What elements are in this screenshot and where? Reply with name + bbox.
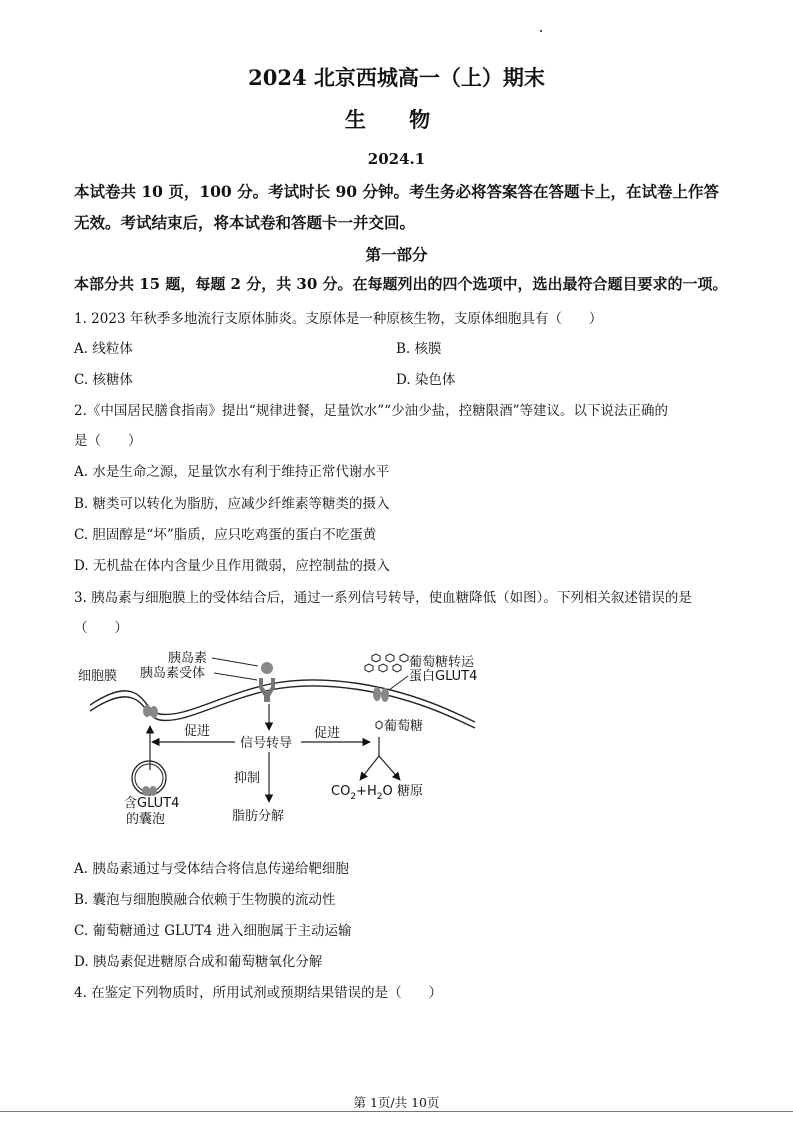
scan-dot — [540, 30, 542, 32]
glucose-label: 葡萄糖 — [384, 719, 424, 734]
insulin-molecule — [261, 662, 273, 674]
page-number: 第 1页/共 10页 — [353, 1095, 440, 1110]
question-2-stem-line-1: 2.《中国居民膳食指南》提出“规律进餐，足量饮水”“少油少盐，控糖限酒”等建议。以下说法正确的 — [74, 403, 668, 419]
question-1-option-d[interactable]: D. 染色体 — [396, 372, 456, 388]
question-2-option-d[interactable]: D. 无机盐在体内含量少且作用微弱，应控制盐的摄入 — [74, 558, 390, 574]
question-1-option-b[interactable]: B. 核膜 — [396, 341, 442, 357]
question-2-option-c[interactable]: C. 胆固醇是“坏”脂质，应只吃鸡蛋的蛋白不吃蛋黄 — [74, 527, 377, 543]
question-3-option-c[interactable]: C. 葡萄糖通过 GLUT4 进入细胞属于主动运输 — [74, 923, 352, 939]
receptor-label: 胰岛素受体 — [140, 666, 206, 681]
lipolysis-label: 脂肪分解 — [232, 809, 285, 824]
transporter-label-line-2: 蛋白GLUT4 — [409, 669, 478, 684]
question-2-option-b[interactable]: B. 糖类可以转化为脂肪，应减少纤维素等糖类的摄入 — [74, 496, 390, 512]
plus-h-text: +H — [356, 784, 377, 799]
question-1-option-a[interactable]: A. 线粒体 — [74, 341, 133, 357]
glut4-vesicle — [132, 761, 166, 796]
footer-rule — [0, 1111, 793, 1112]
glycogen-label: 糖原 — [397, 784, 424, 799]
membrane-glut4-right — [373, 687, 389, 702]
question-3-option-d[interactable]: D. 胰岛素促进糖原合成和葡萄糖氧化分解 — [74, 954, 323, 970]
co2-h2o-label — [331, 784, 393, 802]
insulin-label: 胰岛素 — [168, 651, 208, 666]
instructions-line-1: 本试卷共 10 页，100 分。考试时长 90 分钟。考生务必将答案答在答题卡上，在试卷上作答 — [74, 182, 719, 201]
question-1-stem: 1. 2023 年秋季多地流行支原体肺炎。支原体是一种原核生物，支原体细胞具有（ ） — [74, 311, 603, 327]
question-2-stem-line-2: 是（ ） — [74, 433, 142, 449]
question-3-option-b[interactable]: B. 囊泡与细胞膜融合依赖于生物膜的流动性 — [74, 892, 336, 908]
question-3-option-a[interactable]: A. 胰岛素通过与受体结合将信息传递给靶细胞 — [74, 861, 349, 877]
exam-date: 2024.1 — [367, 150, 426, 168]
instructions-line-2: 无效。考试结束后，将本试卷和答题卡一并交回。 — [74, 213, 416, 232]
part-title: 第一部分 — [365, 245, 428, 264]
o-text: O — [382, 784, 393, 799]
insulin-signaling-diagram — [60, 640, 500, 840]
question-2-option-a[interactable]: A. 水是生命之源，足量饮水有利于维持正常代谢水平 — [74, 464, 390, 480]
glucose-hexagons — [365, 654, 408, 672]
question-3-stem-line-2: （ ） — [74, 620, 128, 636]
subject-title: 生 物 — [344, 107, 449, 132]
membrane-glut4-left — [143, 705, 158, 718]
membrane-label: 细胞膜 — [78, 669, 118, 684]
promote-right-label: 促进 — [314, 726, 341, 741]
vesicle-label-line-2: 的囊泡 — [126, 812, 166, 827]
h2o-subscript: 2 — [376, 792, 383, 802]
question-3-stem-line-1: 3. 胰岛素与细胞膜上的受体结合后，通过一系列信号转导，使血糖降低（如图）。下列相关叙述错误的是 — [74, 590, 692, 606]
co2-subscript: 2 — [350, 792, 357, 802]
insulin-receptor — [259, 662, 275, 702]
part-description: 本部分共 15 题，每题 2 分，共 30 分。在每题列出的四个选项中，选出最符合题目要求的一项。 — [74, 275, 728, 293]
vesicle-label-line-1: 含GLUT4 — [124, 796, 180, 811]
co2-text: CO — [331, 784, 351, 799]
question-4-stem: 4. 在鉴定下列物质时，所用试剂或预期结果错误的是（ ） — [74, 985, 443, 1001]
inhibit-label: 抑制 — [234, 771, 261, 786]
question-1-option-c[interactable]: C. 核糖体 — [74, 372, 133, 388]
promote-left-label: 促进 — [184, 724, 211, 739]
exam-title: 2024 北京西城高一（上）期末 — [248, 65, 545, 90]
signal-transduction-label: 信号转导 — [240, 736, 293, 751]
transporter-label-line-1: 葡萄糖转运 — [409, 655, 475, 670]
